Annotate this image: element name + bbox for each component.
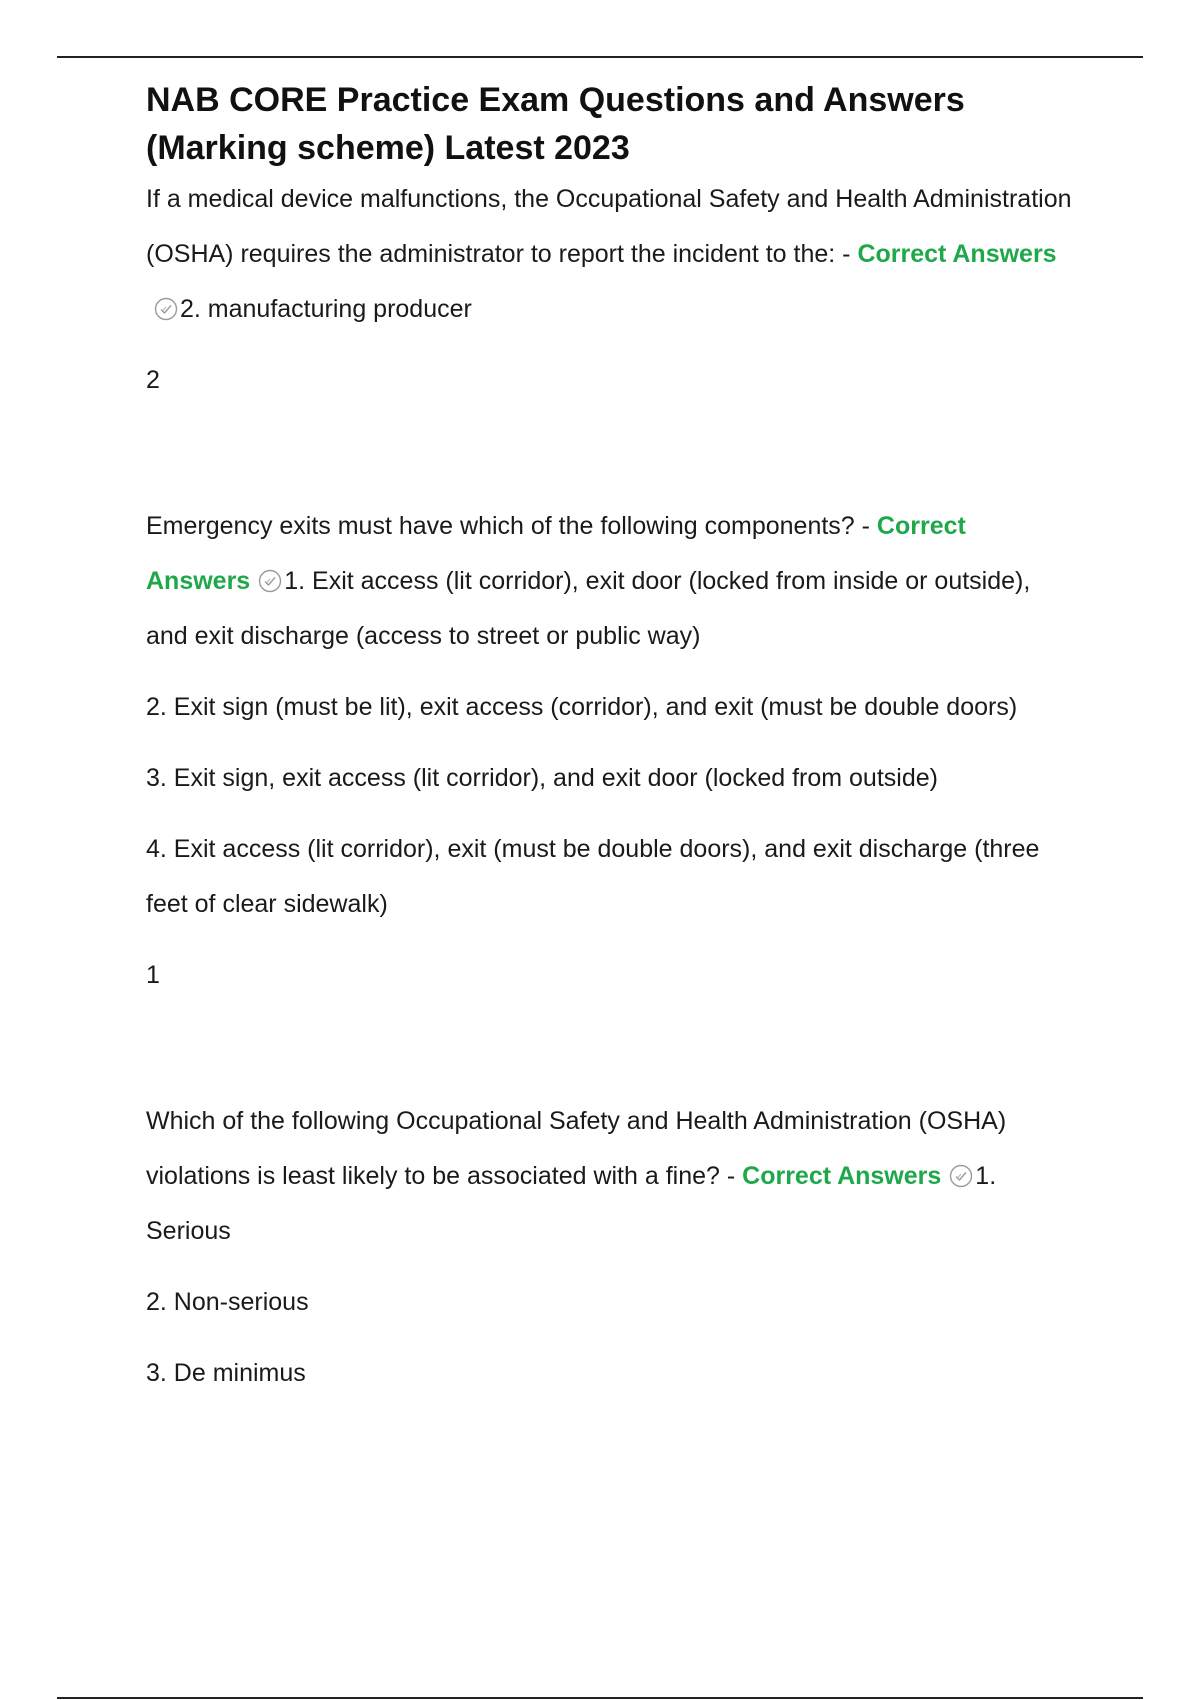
correct-answers-label: Correct Answers: [146, 512, 966, 595]
question-2-text: Emergency exits must have which of the following components? -: [146, 512, 877, 540]
question-1: [146, 172, 1076, 337]
question-2-option-3: 3. Exit sign, exit access (lit corridor), and exit door (locked from outside): [146, 764, 938, 792]
question-3-text: Which of the following Occupational Safety and Health Administration (OSHA) violations is least likely to be associated with a fine? -: [146, 1107, 1007, 1190]
question-separator: [146, 1019, 1076, 1094]
question-1-text: If a medical device malfunctions, the Occupational Safety and Health Administration (OSHA) requires the administrator to report the incident to the: -: [146, 185, 1072, 268]
question-2-answer: 1: [146, 961, 160, 989]
title-line-1: NAB CORE Practice Exam Questions and Answers: [146, 81, 965, 119]
question-separator: [146, 424, 1076, 499]
document-title: [146, 76, 1076, 172]
correct-answers-label: Correct Answers: [857, 240, 1057, 268]
document-page: [146, 76, 1076, 1417]
question-3-option-1: 1. Serious: [146, 1162, 997, 1245]
question-2-option-2: 2. Exit sign (must be lit), exit access (corridor), and exit (must be double doors): [146, 693, 1018, 721]
question-3-option-3: 3. De minimus: [146, 1359, 306, 1387]
question-2-option-1: 1. Exit access (lit corridor), exit door (locked from inside or outside), and exit discharge (access to street or public way): [146, 567, 1031, 650]
question-3-option-2: 2. Non-serious: [146, 1288, 309, 1316]
top-rule: [57, 56, 1143, 58]
bottom-rule: [57, 1697, 1143, 1699]
question-1-answer: 2: [146, 366, 160, 394]
question-1-option-1: 2. manufacturing producer: [180, 295, 472, 323]
check-circle-icon: [949, 1164, 973, 1188]
question-3: [146, 1094, 1076, 1259]
question-2-option-4: 4. Exit access (lit corridor), exit (must be double doors), and exit discharge (three feet of clear sidewalk): [146, 835, 1040, 918]
check-circle-icon: [258, 569, 282, 593]
correct-answers-label: Correct Answers: [742, 1162, 942, 1190]
title-line-2: (Marking scheme) Latest 2023: [146, 129, 630, 167]
question-2: [146, 499, 1076, 664]
check-circle-icon: [154, 297, 178, 321]
